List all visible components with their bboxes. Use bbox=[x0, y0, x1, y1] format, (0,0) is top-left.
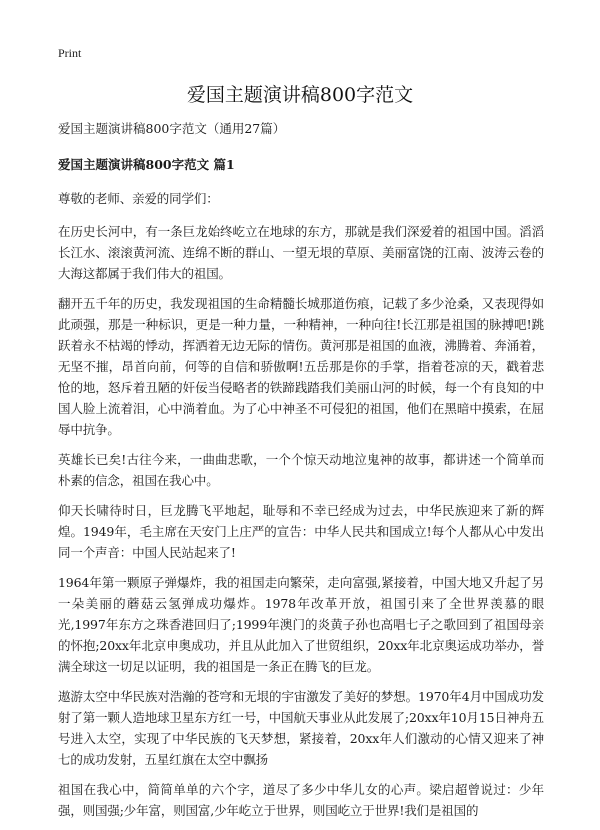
paragraph-5: 1964年第一颗原子弹爆炸，我的祖国走向繁荣，走向富强,紧接着，中国大地又升起了另一朵美丽的蘑菇云氢弹成功爆炸。1978年改革开放，祖国引来了全世界羡慕的眼光,1997年东方之珠香港回归了;1999年澳门的炎黄子孙也高唱七子之歌回到了祖国母亲的怀抱;20xx年北京申奥成功，并且从此加入了世贸组织，20xx年北京奥运成功举办，誉满全球这一切足以证明，我的祖国是一条正在腾飞的巨龙。 bbox=[58, 575, 544, 674]
paragraph-6: 遨游太空中华民族对浩瀚的苍穹和无垠的宇宙激发了美好的梦想。1970年4月中国成功发射了第一颗人造地球卫星东方红一号，中国航天事业从此发展了;20xx年10月15日神舟五号进入太空，实现了中华民族的飞天梦想，紧接着，20xx年人们激动的心情又迎来了神七的成功发射，五星红旗在太空中飘扬 bbox=[58, 689, 544, 767]
paragraph-3: 英雄长已矣!古往今来，一曲曲悲歌，一个个惊天动地泣鬼神的故事，都讲述一个简单而朴素的信念，祖国在我心中。 bbox=[58, 452, 544, 488]
document-body bbox=[58, 119, 544, 830]
paragraph-4: 仰天长啸待时日，巨龙腾飞平地起，耻辱和不幸已经成为过去，中华民族迎来了新的辉煌。1949年，毛主席在天安门上庄严的宣告：中华人民共和国成立!每个人都从心中发出同一个声音：中国人民站起来了! bbox=[58, 503, 544, 560]
paragraph-2: 翻开五千年的历史，我发现祖国的生命精髓长城那道伤痕，记载了多少沧桑，又表现得如此顽强，那是一种标识，更是一种力量，一种精神，一种向往!长江那是祖国的脉搏吧!跳跃着永不枯竭的悸动，挥洒着无边无际的情伤。黄河那是祖国的血液，沸腾着、奔涌着，无坚不摧，昂首向前，何等的自信和骄傲啊!五岳那是你的手掌，指着苍凉的天，戳着悲怆的地，怒斥着丑陋的奸佞当侵略者的铁蹄践踏我们美丽山河的时候，每一个有良知的中国人脸上流着泪，心中淌着血。为了心中神圣不可侵犯的祖国，他们在黑暗中摸索，在屈辱中抗争。 bbox=[58, 296, 544, 437]
paragraph-1: 在历史长河中，有一条巨龙始终屹立在地球的东方，那就是我们深爱着的祖国中国。滔滔长江水、滚滚黄河流、连绵不断的群山、一望无垠的草原、美丽富饶的江南、波涛云卷的大海这都属于我们伟大的祖国。 bbox=[58, 224, 544, 281]
page-title: 爱国主题演讲稿800字范文 bbox=[186, 84, 414, 106]
document-subtitle: 爱国主题演讲稿800字范文（通用27篇） bbox=[58, 121, 286, 136]
greeting: 尊敬的老师、亲爱的同学们： bbox=[58, 191, 219, 206]
section-heading: 爱国主题演讲稿800字范文 篇1 bbox=[58, 157, 235, 172]
print-link[interactable]: Print bbox=[58, 46, 82, 60]
paragraph-7: 祖国在我心中，简简单单的六个字，道尽了多少中华儿女的心声。梁启超曾说过：少年强，则国强;少年富，则国富,少年屹立于世界，则国屹立于世界!我们是祖国的 bbox=[58, 782, 544, 818]
